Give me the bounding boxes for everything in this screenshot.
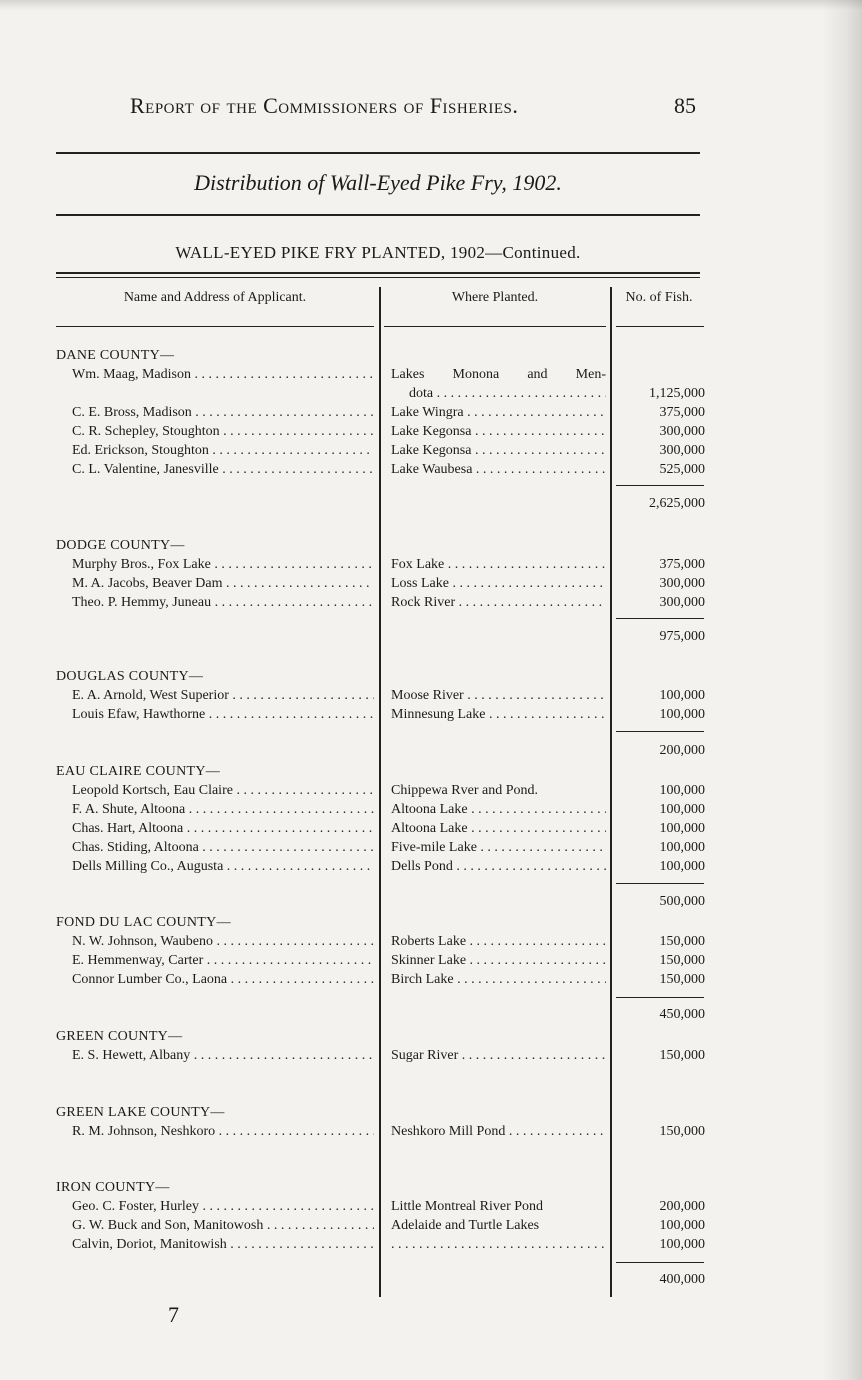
applicant-name: Connor Lumber Co., Laona . . . (72, 970, 374, 989)
county-name: DODGE COUNTY— (56, 538, 185, 553)
total-rule (616, 485, 704, 486)
fish-count: 150,000 (659, 1048, 705, 1063)
county-row (0, 1178, 862, 1197)
county-row (0, 913, 862, 932)
table-row (0, 705, 862, 724)
fish-count: 100,000 (659, 688, 705, 703)
county-name: DOUGLAS COUNTY— (56, 669, 204, 684)
county-name: FOND DU LAC COUNTY— (56, 915, 231, 930)
where-planted: Dells Pond . . . (391, 857, 606, 876)
applicant-name: Calvin, Doriot, Manitowish . . . (72, 1235, 374, 1254)
page-number: 85 (674, 93, 696, 118)
table-row (0, 1235, 862, 1254)
fish-count: 150,000 (659, 1124, 705, 1139)
applicant-name: Dells Milling Co., Augusta . . . (72, 857, 374, 876)
where-planted: Neshkoro Mill Pond . . . (391, 1122, 606, 1141)
where-planted: Lake Wingra . . . (391, 403, 606, 422)
applicant-name: F. A. Shute, Altoona . . . (72, 800, 374, 819)
fish-count: 150,000 (659, 934, 705, 949)
table-row (0, 422, 862, 441)
fish-count: 150,000 (659, 953, 705, 968)
where-planted: Birch Lake . . . (391, 970, 606, 989)
table-row (0, 838, 862, 857)
where-planted (391, 1235, 606, 1254)
where-planted: Rock River . . . (391, 593, 606, 612)
county-name: DANE COUNTY— (56, 348, 175, 363)
fish-count: 375,000 (659, 557, 705, 572)
table-rule-thin (56, 277, 700, 278)
table-row (0, 384, 862, 403)
where-planted: Lake Kegonsa . . . (391, 441, 606, 460)
county-total: 450,000 (659, 1007, 705, 1022)
county-row (0, 762, 862, 781)
applicant-name: Murphy Bros., Fox Lake . . . (72, 555, 374, 574)
table-row (0, 686, 862, 705)
header-rule-top (56, 152, 700, 154)
county-row (0, 536, 862, 555)
applicant-name: Chas. Hart, Altoona . . . (72, 819, 374, 838)
where-planted: Moose River . . . (391, 686, 606, 705)
where-planted: Altoona Lake . . . (391, 819, 606, 838)
applicant-name: Louis Efaw, Hawthorne . . . (72, 705, 374, 724)
county-name: GREEN LAKE COUNTY— (56, 1105, 225, 1120)
applicant-name: G. W. Buck and Son, Manitowosh . . . (72, 1216, 374, 1235)
table-rule-thick (56, 272, 700, 274)
table-row (0, 1046, 862, 1065)
table-row (0, 970, 862, 989)
table-row (0, 1216, 862, 1235)
county-name: IRON COUNTY— (56, 1180, 170, 1195)
fish-count: 100,000 (659, 1218, 705, 1233)
where-planted: Sugar River . . . (391, 1046, 606, 1065)
county-row (0, 1103, 862, 1122)
county-total: 200,000 (659, 743, 705, 758)
section-subtitle: Distribution of Wall-Eyed Pike Fry, 1902. (194, 170, 562, 195)
applicant-name: Geo. C. Foster, Hurley . . . (72, 1197, 374, 1216)
total-rule (616, 997, 704, 998)
table-row (0, 365, 862, 384)
table-row (0, 441, 862, 460)
where-planted: Lake Kegonsa . . . (391, 422, 606, 441)
table-row (0, 593, 862, 612)
table-row (0, 1197, 862, 1216)
county-row (0, 667, 862, 686)
county-total: 400,000 (659, 1272, 705, 1287)
applicant-name: Wm. Maag, Madison . . . (72, 365, 374, 384)
fish-count: 150,000 (659, 972, 705, 987)
applicant-name: Chas. Stiding, Altoona . . . (72, 838, 374, 857)
fish-count: 300,000 (659, 424, 705, 439)
county-total: 2,625,000 (649, 496, 705, 511)
column-header-rule (384, 326, 606, 327)
fish-count: 200,000 (659, 1199, 705, 1214)
where-planted: Fox Lake . . . (391, 555, 606, 574)
applicant-name: E. A. Arnold, West Superior . . . (72, 686, 374, 705)
table-row (0, 574, 862, 593)
applicant-name: C. L. Valentine, Janesville . . . (72, 460, 374, 479)
where-planted: Loss Lake . . . (391, 574, 606, 593)
fish-count: 525,000 (659, 462, 705, 477)
county-total: 975,000 (659, 629, 705, 644)
where-planted: Lake Waubesa . . . (391, 460, 606, 479)
county-name: GREEN COUNTY— (56, 1029, 183, 1044)
applicant-name: C. R. Schepley, Stoughton . . . (72, 422, 374, 441)
total-rule (616, 731, 704, 732)
applicant-name: Theo. P. Hemmy, Juneau . . . (72, 593, 374, 612)
page-top-shadow (0, 0, 862, 10)
applicant-name: N. W. Johnson, Waubeno . . . (72, 932, 374, 951)
fish-count: 1,125,000 (649, 386, 705, 401)
table-row (0, 555, 862, 574)
table-row (0, 1122, 862, 1141)
fish-count: 100,000 (659, 802, 705, 817)
column-header-rule (616, 326, 704, 327)
total-rule (616, 618, 704, 619)
column-header-rule (56, 326, 374, 327)
county-total: 500,000 (659, 894, 705, 909)
table-title: WALL-EYED PIKE FRY PLANTED, 1902—Continued. (175, 243, 581, 262)
table-row (0, 800, 862, 819)
county-name: EAU CLAIRE COUNTY— (56, 764, 221, 779)
table-row (0, 403, 862, 422)
applicant-name: Ed. Erickson, Stoughton . . . (72, 441, 374, 460)
header-rule-bottom (56, 214, 700, 216)
where-planted: Roberts Lake . . . (391, 932, 606, 951)
where-planted: Altoona Lake . . . (391, 800, 606, 819)
fish-count: 100,000 (659, 821, 705, 836)
where-planted: Skinner Lake . . . (391, 951, 606, 970)
applicant-name: R. M. Johnson, Neshkoro . . . (72, 1122, 374, 1141)
applicant-name: E. S. Hewett, Albany . . . (72, 1046, 374, 1065)
fish-count: 100,000 (659, 783, 705, 798)
where-planted: Adelaide and Turtle Lakes (391, 1218, 540, 1233)
total-rule (616, 883, 704, 884)
table-row (0, 951, 862, 970)
applicant-name: M. A. Jacobs, Beaver Dam . . . (72, 574, 374, 593)
fish-count: 100,000 (659, 1237, 705, 1252)
table-row (0, 819, 862, 838)
signature-mark: 7 (168, 1302, 179, 1327)
table-row (0, 460, 862, 479)
column-header-fish: No. of Fish. (625, 290, 693, 305)
applicant-name: C. E. Bross, Madison . . . (72, 403, 374, 422)
county-row (0, 346, 862, 365)
applicant-name: Leopold Kortsch, Eau Claire . . . (72, 781, 374, 800)
column-header-applicant: Name and Address of Applicant. (123, 290, 307, 305)
fish-count: 100,000 (659, 840, 705, 855)
where-planted: Lakes Monona and Men- (391, 367, 606, 382)
table-row (0, 857, 862, 876)
total-rule (616, 1262, 704, 1263)
where-planted: Five-mile Lake . . . (391, 838, 606, 857)
applicant-name: E. Hemmenway, Carter . . . (72, 951, 374, 970)
where-planted: dota . . . (409, 384, 606, 403)
running-head: Report of the Commissioners of Fisheries. (130, 93, 519, 118)
where-planted: Chippewa Rver and Pond. (391, 783, 538, 798)
county-row (0, 1027, 862, 1046)
where-planted: Little Montreal River Pond (391, 1199, 544, 1214)
fish-count: 300,000 (659, 443, 705, 458)
fish-count: 100,000 (659, 707, 705, 722)
fish-count: 100,000 (659, 859, 705, 874)
fish-count: 375,000 (659, 405, 705, 420)
table-row (0, 932, 862, 951)
table-row (0, 781, 862, 800)
fish-count: 300,000 (659, 576, 705, 591)
fish-count: 300,000 (659, 595, 705, 610)
column-header-where: Where Planted. (451, 290, 539, 305)
where-planted: Minnesung Lake . . . (391, 705, 606, 724)
